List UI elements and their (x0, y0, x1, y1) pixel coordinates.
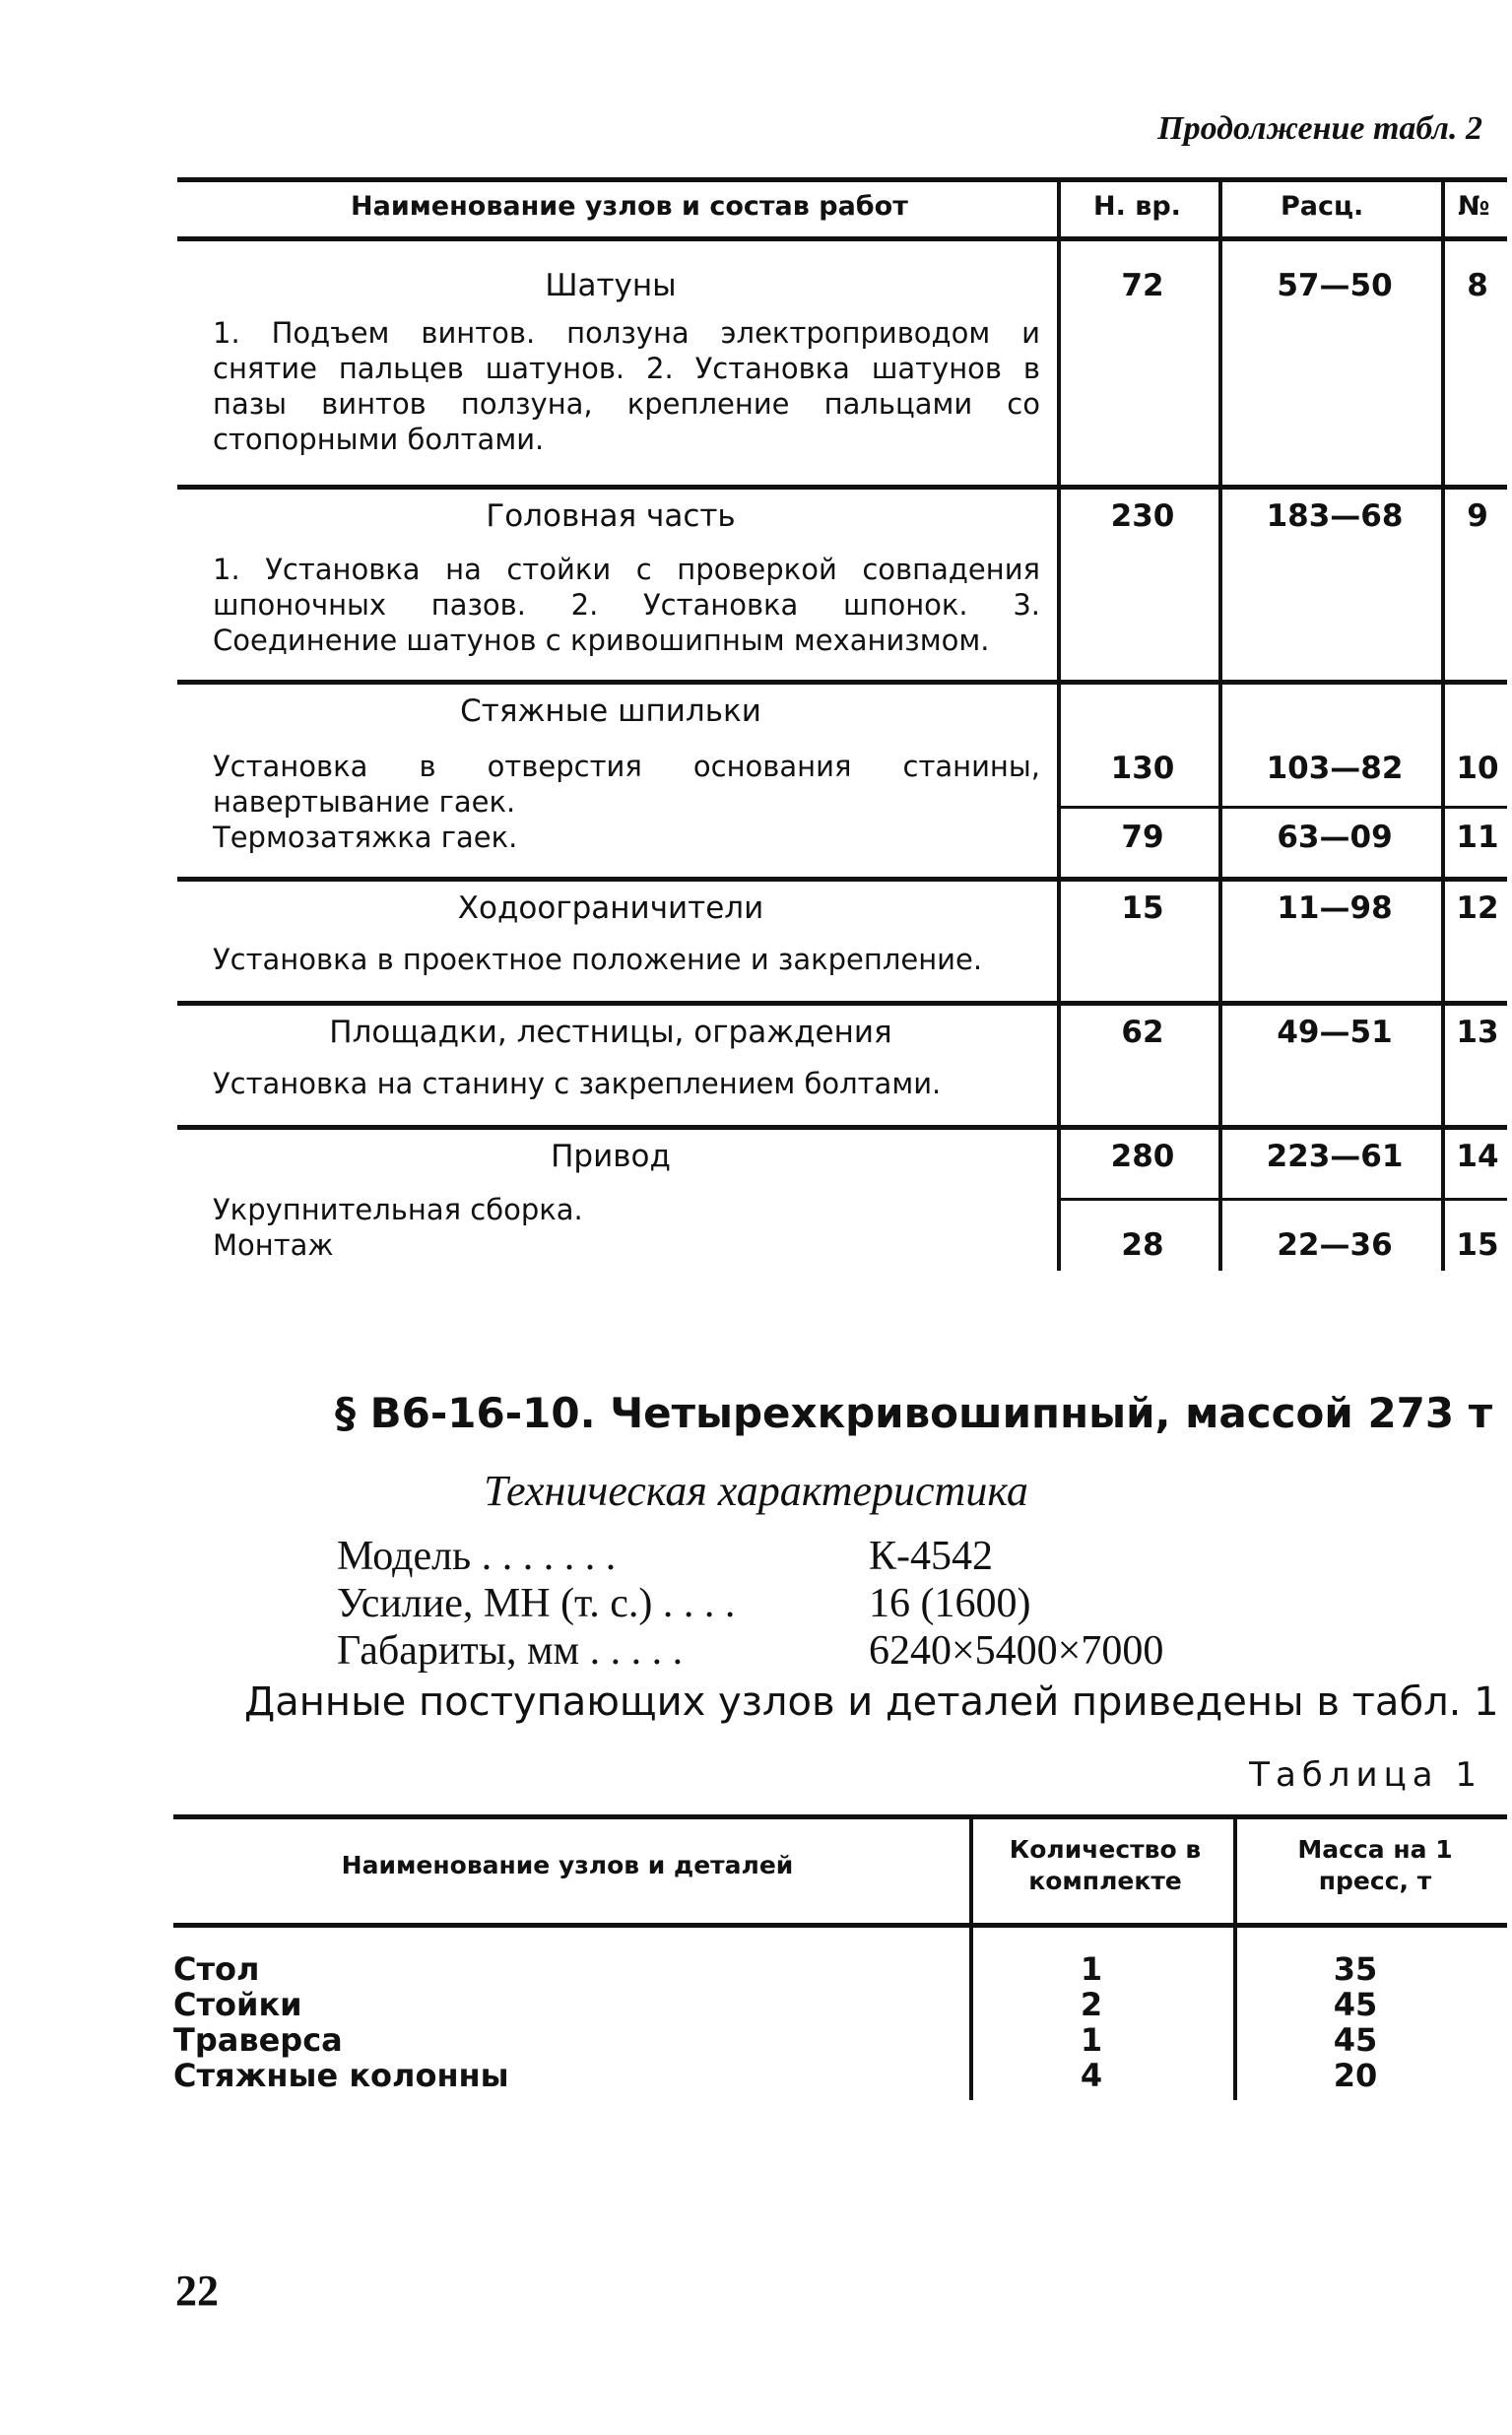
group-rule (177, 877, 1507, 882)
group-title: Ходоограничители (457, 890, 764, 926)
cell-ras: 49—51 (1277, 1015, 1393, 1050)
spec-value: 16 (1600) (869, 1581, 1031, 1626)
spec-value: 6240×5400×7000 (869, 1628, 1164, 1674)
cell-no: 11 (1456, 820, 1499, 855)
group-desc: Установка в проектное положение и закрепление. (213, 943, 983, 976)
row-name: Стойки (173, 1986, 302, 2023)
cell-no: 14 (1456, 1139, 1499, 1174)
group-desc: 1. Подъем винтов. ползуна электроприводом и снятие пальцев шатунов. 2. Установка шатунов в пазы винтов ползуна, крепление пальцами со стопорными болтами. (213, 316, 1040, 456)
cell-ras: 103—82 (1266, 751, 1404, 786)
group-title: Шатуны (545, 268, 677, 303)
cell-nvr: 72 (1121, 268, 1164, 303)
group-rule (177, 1001, 1507, 1006)
row-qty: 2 (1080, 1986, 1103, 2023)
section-title: § В6-16-10. Четырехкривошипный, массой 273 т (335, 1389, 1493, 1437)
cell-no: 12 (1456, 890, 1499, 926)
sub-rule (1057, 806, 1507, 809)
group-rule (177, 485, 1507, 490)
group-desc: Установка на станину с закреплением болтами. (213, 1067, 942, 1100)
header-nvr: Н. вр. (1093, 191, 1181, 222)
row-qty: 4 (1080, 2057, 1103, 2094)
spec-model (337, 1533, 993, 1580)
group-title: Стяжные шпильки (460, 693, 761, 729)
cell-ras: 63—09 (1277, 820, 1393, 855)
group-rule (177, 680, 1507, 685)
col-divider (1057, 177, 1061, 1271)
group-title: Площадки, лестницы, ограждения (329, 1015, 892, 1050)
cell-ras: 11—98 (1277, 890, 1393, 926)
group-desc: Установка в отверстия основания станины, навертывание гаек. (213, 750, 1040, 819)
cell-nvr: 28 (1121, 1227, 1164, 1263)
col-divider (1441, 177, 1445, 1271)
cell-ras: 223—61 (1266, 1139, 1404, 1174)
cell-ras: 22—36 (1277, 1227, 1393, 1263)
group-desc-extra: Монтаж (213, 1228, 334, 1262)
header-ras: Расц. (1281, 191, 1364, 222)
cell-no: 8 (1467, 268, 1488, 303)
cell-nvr: 130 (1110, 751, 1175, 786)
cell-nvr: 15 (1121, 890, 1164, 926)
group-title: Головная часть (486, 498, 736, 534)
sub-rule (1057, 1198, 1507, 1201)
row-mass: 35 (1333, 1950, 1378, 1988)
page-number: 22 (175, 2267, 219, 2315)
group-desc-extra: Термозатяжка гаек. (213, 821, 518, 854)
tech-title: Техническая характеристика (484, 1467, 1028, 1515)
header-name: Наименование узлов и состав работ (351, 191, 908, 222)
table-header-rule (173, 1923, 1507, 1928)
col-divider (1218, 177, 1222, 1271)
spec-label: Усилие, МН (т. с.) . . . . (337, 1581, 736, 1626)
row-mass: 45 (1333, 1986, 1378, 2023)
header-mass: Масса на 1 пресс, т (1297, 1835, 1453, 1895)
table-top-rule (177, 177, 1507, 182)
row-qty: 1 (1080, 2021, 1103, 2059)
group-title: Привод (551, 1139, 671, 1174)
cell-no: 10 (1456, 751, 1499, 786)
row-name: Стяжные колонны (173, 2057, 509, 2094)
cell-ras: 183—68 (1266, 498, 1404, 534)
intro-text: Данные поступающих узлов и деталей приведены в табл. 1 (244, 1679, 1499, 1725)
group-desc: Укрупнительная сборка. (213, 1193, 583, 1226)
table1-label: Таблица 1 (1249, 1755, 1482, 1795)
cell-nvr: 280 (1110, 1139, 1175, 1174)
continuation-label: Продолжение табл. 2 (1157, 110, 1482, 147)
group-rule (177, 1125, 1507, 1130)
header-qty: Количество в комплекте (1009, 1835, 1202, 1895)
spec-force (337, 1580, 1030, 1627)
row-mass: 45 (1333, 2021, 1378, 2059)
row-qty: 1 (1080, 1950, 1103, 1988)
header-name: Наименование узлов и деталей (341, 1851, 794, 1879)
row-name: Траверса (173, 2021, 343, 2059)
table-top-rule (173, 1814, 1507, 1819)
row-mass: 20 (1333, 2057, 1378, 2094)
header-no: № (1458, 191, 1490, 222)
cell-no: 13 (1456, 1015, 1499, 1050)
table-header-rule (177, 236, 1507, 241)
spec-label: Габариты, мм . . . . . (337, 1628, 684, 1674)
cell-no: 9 (1467, 498, 1488, 534)
spec-label: Модель . . . . . . . (337, 1534, 617, 1579)
cell-no: 15 (1456, 1227, 1499, 1263)
spec-dimensions (337, 1627, 1163, 1675)
spec-value: К-4542 (869, 1534, 993, 1579)
group-desc: 1. Установка на стойки с проверкой совпадения шпоночных пазов. 2. Установка шпонок. 3. Соединение шатунов с кривошипным механизмом. (213, 553, 1040, 657)
row-name: Стол (173, 1950, 260, 1988)
cell-nvr: 79 (1121, 820, 1164, 855)
cell-ras: 57—50 (1277, 268, 1393, 303)
cell-nvr: 230 (1110, 498, 1175, 534)
cell-nvr: 62 (1121, 1015, 1164, 1050)
